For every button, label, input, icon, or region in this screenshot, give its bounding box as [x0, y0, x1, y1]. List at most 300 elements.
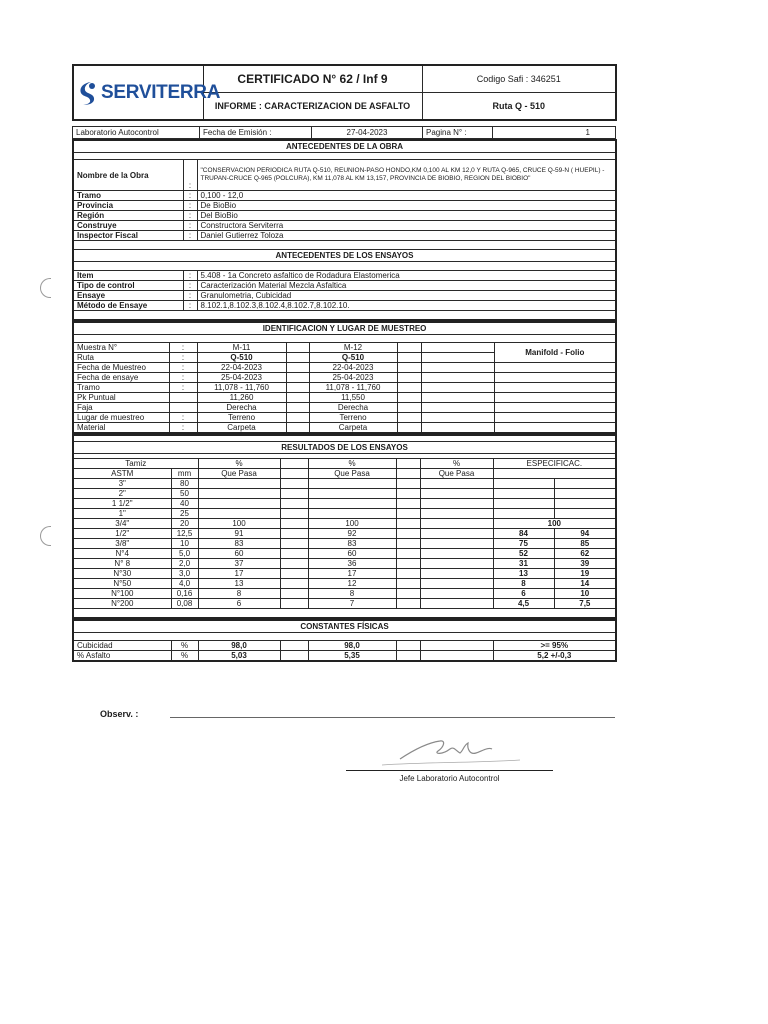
empty-cell	[397, 363, 421, 373]
spec-max: 39	[554, 559, 616, 569]
empty-cell	[280, 509, 308, 519]
empty-cell	[280, 569, 308, 579]
granulometry-row	[73, 579, 616, 589]
granulometry-row	[73, 589, 616, 599]
granulometry-row	[73, 529, 616, 539]
empty-cell	[494, 393, 616, 403]
empty-cell	[397, 383, 421, 393]
spec-max: 85	[554, 539, 616, 549]
empty-cell	[420, 569, 493, 579]
sample-2-value: Terreno	[309, 413, 397, 423]
header-pct-1: %	[198, 459, 280, 469]
sieve-mm: 2,0	[171, 559, 198, 569]
spec-min: 4,5	[493, 599, 554, 609]
pagina-value: 1	[493, 127, 616, 139]
muestreo-row	[73, 373, 616, 383]
spacer	[73, 633, 616, 641]
resultados-body	[73, 479, 616, 609]
obra-value: Daniel Gutierrez Toloza	[197, 231, 616, 241]
spec-min	[493, 489, 554, 499]
empty-cell	[286, 423, 309, 434]
manifold-folio: Manifold - Folio	[494, 343, 616, 363]
constante-label: % Asfalto	[73, 651, 171, 662]
sieve-astm: 1"	[73, 509, 171, 519]
empty-cell	[397, 413, 421, 423]
empty-cell	[286, 343, 309, 353]
empty-cell	[396, 569, 420, 579]
muestreo-label: Muestra N°	[73, 343, 169, 353]
obra-value: Del BioBio	[197, 211, 616, 221]
empty-cell	[286, 393, 309, 403]
resultados-section	[72, 434, 617, 619]
spec-min: 13	[493, 569, 554, 579]
constantes-body	[73, 641, 616, 662]
empty-cell	[396, 499, 420, 509]
header-que-pasa-2: Que Pasa	[308, 469, 396, 479]
ensayo-value: Granulometria, Cubicidad	[197, 291, 616, 301]
empty-cell	[396, 469, 420, 479]
nombre-obra-value: "CONSERVACION PERIODICA RUTA Q-510, REUNION-PASO HONDO,KM 0,100 AL KM 12,0 Y RUTA Q-965, CRUCE Q-59-N ( HUEPIL) - TRUPAN-CRUCE Q-965 (POLCURA), KM 11,078 AL KM 13,157, PROVINCIA DE BIOBIO, REGION DEL BIOBIO"	[197, 160, 616, 191]
empty-cell	[396, 651, 420, 662]
sample-1-value: Carpeta	[197, 423, 286, 434]
empty-cell	[396, 479, 420, 489]
sample-2-pasa: 60	[308, 549, 396, 559]
sieve-astm: N°50	[73, 579, 171, 589]
section-title-obra: ANTECEDENTES DE LA OBRA	[73, 140, 616, 153]
certificate-title: CERTIFICADO N° 62 / Inf 9	[203, 65, 422, 93]
sample-1-pasa: 8	[198, 589, 280, 599]
sample-1-pasa	[198, 499, 280, 509]
sample-2-pasa	[308, 479, 396, 489]
spec-max	[554, 489, 616, 499]
colon: :	[183, 211, 197, 221]
punch-hole-1	[40, 278, 51, 298]
spec-max: 62	[554, 549, 616, 559]
sieve-mm: 20	[171, 519, 198, 529]
sieve-mm: 5,0	[171, 549, 198, 559]
sieve-mm: 80	[171, 479, 198, 489]
spacer	[73, 311, 616, 321]
empty-cell	[494, 413, 616, 423]
empty-cell	[397, 403, 421, 413]
sieve-astm: N°100	[73, 589, 171, 599]
empty-cell	[280, 559, 308, 569]
empty-cell	[494, 383, 616, 393]
empty-cell	[280, 599, 308, 609]
sample-2-constante: 5,35	[308, 651, 396, 662]
constante-row	[73, 651, 616, 662]
obra-section	[72, 139, 617, 321]
sample-1-value: 11,260	[197, 393, 286, 403]
sample-1-pasa	[198, 509, 280, 519]
granulometry-row	[73, 599, 616, 609]
sample-2-pasa: 92	[308, 529, 396, 539]
observ-line	[170, 717, 615, 718]
colon: :	[183, 301, 197, 311]
empty-cell	[280, 529, 308, 539]
section-title-resultados: RESULTADOS DE LOS ENSAYOS	[73, 442, 616, 454]
constante-label: Cubicidad	[73, 641, 171, 651]
muestreo-row	[73, 363, 616, 373]
empty-cell	[396, 549, 420, 559]
sample-2-pasa: 100	[308, 519, 396, 529]
colon: :	[183, 271, 197, 281]
empty-cell	[421, 383, 494, 393]
empty-cell	[420, 641, 493, 651]
muestreo-label: Tramo	[73, 383, 169, 393]
sample-2-pasa: 83	[308, 539, 396, 549]
sample-2-pasa	[308, 499, 396, 509]
empty-cell	[397, 353, 421, 363]
sample-1-pasa	[198, 489, 280, 499]
sample-2-value: 11,078 - 11,760	[309, 383, 397, 393]
sieve-mm: 3,0	[171, 569, 198, 579]
nombre-obra-label: Nombre de la Obra	[73, 160, 183, 191]
empty-cell	[420, 651, 493, 662]
colon: :	[169, 383, 197, 393]
empty-cell	[280, 579, 308, 589]
company-logo	[77, 80, 221, 106]
signature-icon	[342, 729, 552, 769]
sieve-mm: 0,16	[171, 589, 198, 599]
colon	[169, 403, 197, 413]
empty-cell	[421, 343, 494, 353]
empty-cell	[396, 529, 420, 539]
ensayo-label: Tipo de control	[73, 281, 183, 291]
spec-max: 14	[554, 579, 616, 589]
granulometry-row	[73, 509, 616, 519]
spacer	[73, 262, 616, 271]
constante-unit: %	[171, 641, 198, 651]
empty-cell	[494, 373, 616, 383]
spacer	[73, 335, 616, 343]
obra-value: De BioBio	[197, 201, 616, 211]
section-title-ensayos: ANTECEDENTES DE LOS ENSAYOS	[73, 250, 616, 262]
sample-1-value: 25-04-2023	[197, 373, 286, 383]
empty-cell	[396, 509, 420, 519]
colon: :	[169, 413, 197, 423]
report-subtitle: INFORME : CARACTERIZACION DE ASFALTO	[203, 93, 422, 121]
empty-cell	[420, 589, 493, 599]
sieve-mm: 4,0	[171, 579, 198, 589]
route-label: Ruta Q - 510	[422, 93, 616, 121]
obra-label: Provincia	[73, 201, 183, 211]
muestreo-row	[73, 403, 616, 413]
granulometry-row	[73, 499, 616, 509]
spacer	[73, 153, 616, 160]
sample-2-constante: 98,0	[308, 641, 396, 651]
colon: :	[183, 231, 197, 241]
empty-cell	[397, 423, 421, 434]
sieve-mm: 0,08	[171, 599, 198, 609]
constante-row	[73, 641, 616, 651]
spec-max	[554, 479, 616, 489]
sample-1-value: Q-510	[197, 353, 286, 363]
sieve-astm: 2"	[73, 489, 171, 499]
empty-cell	[493, 469, 616, 479]
empty-cell	[494, 363, 616, 373]
header-pct-2: %	[308, 459, 396, 469]
sample-1-value: M-11	[197, 343, 286, 353]
sample-2-value: Carpeta	[309, 423, 397, 434]
empty-cell	[280, 651, 308, 662]
sample-1-pasa: 17	[198, 569, 280, 579]
ensayo-value: Caracterización Material Mezcla Asfaltica	[197, 281, 616, 291]
sample-1-value: 22-04-2023	[197, 363, 286, 373]
empty-cell	[397, 393, 421, 403]
colon: :	[169, 353, 197, 363]
empty-cell	[280, 641, 308, 651]
empty-cell	[396, 489, 420, 499]
granulometry-row	[73, 549, 616, 559]
header-especificac: ESPECIFICAC.	[493, 459, 616, 469]
spec-min: 52	[493, 549, 554, 559]
sample-2-pasa: 12	[308, 579, 396, 589]
obra-value: Constructora Serviterra	[197, 221, 616, 231]
section-title-muestreo: IDENTIFICACION Y LUGAR DE MUESTREO	[73, 322, 616, 335]
header-astm: ASTM	[73, 469, 171, 479]
muestreo-label: Material	[73, 423, 169, 434]
sample-2-pasa	[308, 489, 396, 499]
sieve-mm: 10	[171, 539, 198, 549]
empty-cell	[421, 373, 494, 383]
spec-min: 8	[493, 579, 554, 589]
signer-title: Jefe Laboratorio Autocontrol	[399, 774, 500, 783]
empty-cell	[286, 353, 309, 363]
empty-cell	[396, 579, 420, 589]
spec-min: 6	[493, 589, 554, 599]
spec-max: 10	[554, 589, 616, 599]
empty-cell	[286, 363, 309, 373]
sample-2-pasa: 36	[308, 559, 396, 569]
muestreo-row	[73, 393, 616, 403]
section-title-constantes: CONSTANTES FÍSICAS	[73, 620, 616, 633]
header-pct-3: %	[420, 459, 493, 469]
colon: :	[169, 373, 197, 383]
muestreo-label: Fecha de ensaye	[73, 373, 169, 383]
empty-cell	[396, 519, 420, 529]
empty-cell	[280, 549, 308, 559]
colon: :	[169, 423, 197, 434]
empty-cell	[421, 393, 494, 403]
empty-cell	[280, 499, 308, 509]
empty-cell	[396, 589, 420, 599]
empty-cell	[420, 549, 493, 559]
empty-cell	[421, 403, 494, 413]
spec-min	[493, 499, 554, 509]
signature-line	[346, 770, 553, 771]
sieve-astm: 1 1/2"	[73, 499, 171, 509]
spec-max: 7,5	[554, 599, 616, 609]
empty-cell	[396, 641, 420, 651]
empty-cell	[396, 459, 420, 469]
colon: :	[183, 191, 197, 201]
sieve-mm: 40	[171, 499, 198, 509]
observ-label: Observ. :	[100, 709, 139, 719]
obra-label: Inspector Fiscal	[73, 231, 183, 241]
empty-cell	[420, 599, 493, 609]
empty-cell	[420, 579, 493, 589]
empty-cell	[421, 353, 494, 363]
colon: :	[183, 291, 197, 301]
sample-2-pasa: 17	[308, 569, 396, 579]
spec-min: 84	[493, 529, 554, 539]
sample-1-pasa: 91	[198, 529, 280, 539]
sample-1-pasa: 6	[198, 599, 280, 609]
colon	[169, 393, 197, 403]
muestreo-section	[72, 321, 617, 434]
fecha-value: 27-04-2023	[312, 127, 423, 139]
sample-1-pasa: 100	[198, 519, 280, 529]
sample-1-pasa: 83	[198, 539, 280, 549]
lab-name: Laboratorio Autocontrol	[73, 127, 200, 139]
empty-cell	[420, 479, 493, 489]
empty-cell	[494, 403, 616, 413]
empty-cell	[396, 559, 420, 569]
empty-cell	[420, 499, 493, 509]
granulometry-row	[73, 479, 616, 489]
muestreo-row	[73, 413, 616, 423]
logo-cell	[73, 65, 221, 120]
pagina-label: Pagina N° :	[423, 127, 493, 139]
sample-2-value: Q-510	[309, 353, 397, 363]
sieve-astm: 3/8"	[73, 539, 171, 549]
obra-value: 0,100 - 12,0	[197, 191, 616, 201]
ensayo-label: Ensaye	[73, 291, 183, 301]
sieve-mm: 12,5	[171, 529, 198, 539]
granulometry-row	[73, 519, 616, 529]
spec-min: 31	[493, 559, 554, 569]
colon: :	[169, 363, 197, 373]
constante-spec: >= 95%	[493, 641, 616, 651]
constantes-section	[72, 619, 617, 662]
spec-max	[554, 509, 616, 519]
muestreo-label: Lugar de muestreo	[73, 413, 169, 423]
sample-2-value: Derecha	[309, 403, 397, 413]
ensayo-label: Item	[73, 271, 183, 281]
empty-cell	[420, 529, 493, 539]
empty-cell	[420, 489, 493, 499]
sieve-astm: 3"	[73, 479, 171, 489]
muestreo-row	[73, 423, 616, 434]
sample-1-constante: 5,03	[198, 651, 280, 662]
empty-cell	[280, 469, 308, 479]
colon: :	[169, 343, 197, 353]
certificate-header	[72, 64, 617, 121]
sieve-astm: N°30	[73, 569, 171, 579]
granulometry-row	[73, 489, 616, 499]
empty-cell	[286, 383, 309, 393]
muestreo-body	[73, 343, 616, 434]
colon: :	[183, 160, 197, 191]
sieve-astm: 1/2"	[73, 529, 171, 539]
spec-min	[493, 509, 554, 519]
sample-1-pasa: 13	[198, 579, 280, 589]
sample-2-pasa: 8	[308, 589, 396, 599]
empty-cell	[280, 479, 308, 489]
sample-1-pasa	[198, 479, 280, 489]
muestreo-label: Fecha de Muestreo	[73, 363, 169, 373]
empty-cell	[421, 363, 494, 373]
empty-cell	[421, 413, 494, 423]
sieve-astm: 3/4"	[73, 519, 171, 529]
colon: :	[183, 221, 197, 231]
empty-cell	[286, 373, 309, 383]
empty-cell	[494, 423, 616, 434]
punch-hole-2	[40, 526, 51, 546]
ensayo-label: Método de Ensaye	[73, 301, 183, 311]
spec-max: 19	[554, 569, 616, 579]
empty-cell	[286, 403, 309, 413]
empty-cell	[420, 519, 493, 529]
muestreo-row	[73, 383, 616, 393]
codigo-safi: Codigo Safi : 346251	[422, 65, 616, 93]
obra-label: Región	[73, 211, 183, 221]
spec-max: 94	[554, 529, 616, 539]
header-que-pasa-3: Que Pasa	[420, 469, 493, 479]
spec-min: 75	[493, 539, 554, 549]
sample-1-pasa: 60	[198, 549, 280, 559]
header-tamiz: Tamiz	[73, 459, 198, 469]
empty-cell	[420, 509, 493, 519]
colon: :	[183, 281, 197, 291]
sieve-astm: N°200	[73, 599, 171, 609]
empty-cell	[397, 373, 421, 383]
empty-cell	[420, 539, 493, 549]
fecha-label: Fecha de Emisión :	[200, 127, 312, 139]
constante-unit: %	[171, 651, 198, 662]
empty-cell	[396, 599, 420, 609]
constante-spec: 5,2 +/-0,3	[493, 651, 616, 662]
granulometry-row	[73, 569, 616, 579]
spec-value: 100	[493, 519, 616, 529]
sieve-mm: 25	[171, 509, 198, 519]
granulometry-row	[73, 539, 616, 549]
sample-2-value: 25-04-2023	[309, 373, 397, 383]
empty-cell	[280, 459, 308, 469]
meta-row	[72, 126, 616, 139]
muestreo-row	[73, 343, 616, 353]
sample-1-value: Derecha	[197, 403, 286, 413]
sample-2-pasa: 7	[308, 599, 396, 609]
empty-cell	[420, 559, 493, 569]
sample-1-value: Terreno	[197, 413, 286, 423]
header-que-pasa-1: Que Pasa	[198, 469, 280, 479]
sample-1-constante: 98,0	[198, 641, 280, 651]
empty-cell	[286, 413, 309, 423]
empty-cell	[280, 519, 308, 529]
company-name: SERVITERRA	[101, 82, 221, 103]
sample-2-pasa	[308, 509, 396, 519]
certificate-document	[72, 64, 615, 783]
muestreo-label: Ruta	[73, 353, 169, 363]
empty-cell	[280, 489, 308, 499]
muestreo-label: Faja	[73, 403, 169, 413]
spacer	[73, 609, 616, 619]
ensayo-value: 8.102.1,8.102.3,8.102.4,8.102.7,8.102.10.	[197, 301, 616, 311]
empty-cell	[396, 539, 420, 549]
spec-max	[554, 499, 616, 509]
empty-cell	[397, 343, 421, 353]
sieve-mm: 50	[171, 489, 198, 499]
sample-1-pasa: 37	[198, 559, 280, 569]
muestreo-label: Pk Puntual	[73, 393, 169, 403]
spacer	[73, 241, 616, 250]
granulometry-row	[73, 559, 616, 569]
colon: :	[183, 201, 197, 211]
sample-2-value: 11,550	[309, 393, 397, 403]
sample-2-value: M-12	[309, 343, 397, 353]
